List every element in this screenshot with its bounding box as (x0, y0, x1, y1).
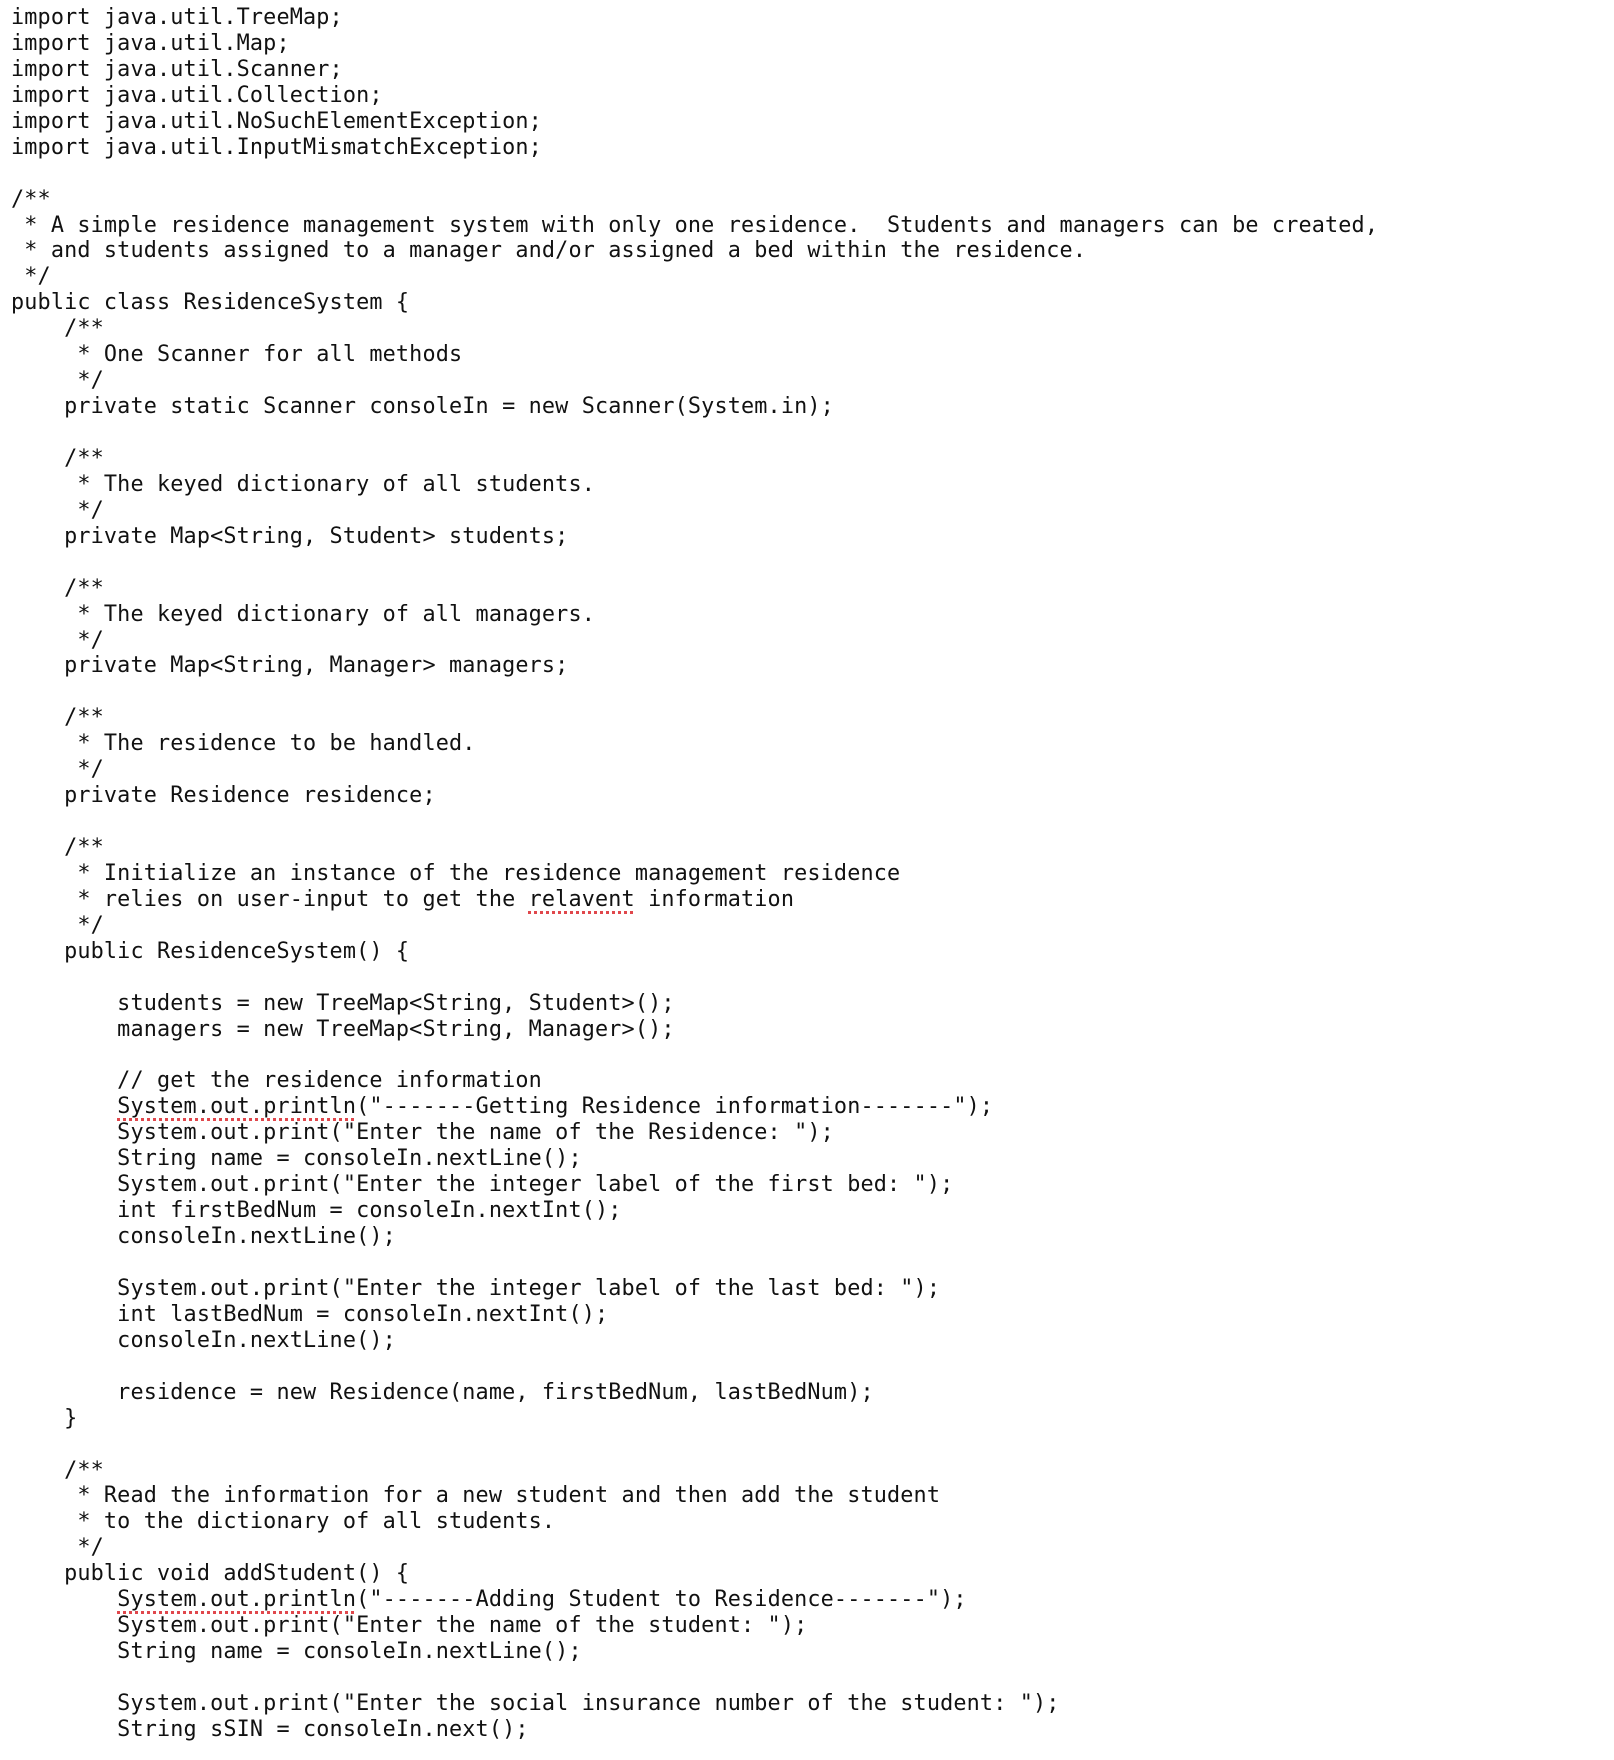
code-text: */ (11, 912, 104, 938)
code-text: information (634, 886, 795, 912)
code-line (11, 835, 1614, 861)
code-line (11, 420, 1614, 446)
code-text: * to the dictionary of all students. (11, 1509, 556, 1535)
code-line (11, 1276, 1614, 1302)
code-text (11, 1094, 117, 1119)
code-line (11, 264, 1614, 290)
code-line (11, 731, 1614, 757)
code-editor[interactable] (11, 5, 1614, 1760)
code-line (11, 653, 1614, 679)
code-line (11, 498, 1614, 524)
code-line (11, 1717, 1614, 1743)
code-line (11, 524, 1614, 550)
code-text: System.out.print("Enter the name of the student: "); (11, 1613, 808, 1639)
code-line (11, 5, 1614, 31)
code-text: import java.util.InputMismatchException; (11, 134, 542, 160)
code-line (11, 602, 1614, 628)
code-line (11, 1068, 1614, 1094)
code-line (11, 550, 1614, 576)
code-text: * The keyed dictionary of all students. (11, 471, 596, 497)
code-line (11, 1224, 1614, 1250)
code-text: consoleIn.nextLine(); (11, 1327, 396, 1353)
code-text: System.out.print("Enter the name of the Residence: "); (11, 1120, 834, 1146)
code-line (11, 1172, 1614, 1198)
code-text: managers = new TreeMap<String, Manager>(); (11, 1016, 675, 1042)
code-line (11, 1613, 1614, 1639)
code-text: String sSIN = consoleIn.next(); (11, 1716, 529, 1742)
code-text: */ (11, 757, 104, 783)
code-line (11, 1043, 1614, 1069)
code-text: * The residence to be handled. (11, 731, 476, 757)
code-text: private Map<String, Student> students; (11, 523, 569, 549)
code-line (11, 1509, 1614, 1535)
spellcheck-flagged-word[interactable]: System.out.println (117, 1587, 357, 1613)
code-line (11, 1406, 1614, 1432)
code-line (11, 394, 1614, 420)
code-line (11, 238, 1614, 264)
code-line (11, 965, 1614, 991)
code-line (11, 1017, 1614, 1043)
code-text: /** (11, 186, 51, 212)
code-line (11, 861, 1614, 887)
code-text: * and students assigned to a manager and/or assigned a bed within the residence. (11, 238, 1087, 264)
code-line (11, 31, 1614, 57)
code-line (11, 1354, 1614, 1380)
code-text: private static Scanner consoleIn = new Scanner(System.in); (11, 394, 834, 420)
code-line (11, 1120, 1614, 1146)
code-line (11, 576, 1614, 602)
code-text: * Initialize an instance of the residence management residence (11, 860, 901, 886)
code-text: import java.util.TreeMap; (11, 5, 343, 30)
code-text: import java.util.Map; (11, 30, 290, 56)
code-text: */ (11, 497, 104, 523)
code-text: consoleIn.nextLine(); (11, 1224, 396, 1250)
code-text: students = new TreeMap<String, Student>(); (11, 990, 675, 1016)
code-line (11, 1302, 1614, 1328)
code-text (11, 1587, 117, 1612)
code-text: * One Scanner for all methods (11, 342, 463, 368)
code-line (11, 342, 1614, 368)
code-text: /** (11, 1457, 104, 1483)
code-line (11, 939, 1614, 965)
code-line (11, 705, 1614, 731)
code-line (11, 913, 1614, 939)
code-line (11, 679, 1614, 705)
code-line (11, 1483, 1614, 1509)
code-text: residence = new Residence(name, firstBedNum, lastBedNum); (11, 1379, 874, 1405)
code-text: String name = consoleIn.nextLine(); (11, 1146, 582, 1172)
code-text: /** (11, 705, 104, 731)
code-text: System.out.print("Enter the integer label of the first bed: "); (11, 1172, 954, 1198)
code-line (11, 1691, 1614, 1717)
code-line (11, 57, 1614, 83)
code-line (11, 187, 1614, 213)
code-line (11, 1380, 1614, 1406)
code-line (11, 1146, 1614, 1172)
code-text: * A simple residence management system with only one residence. Students and managers can be created, (11, 212, 1379, 238)
code-line (11, 1561, 1614, 1587)
spellcheck-flagged-word[interactable]: System.out.println (117, 1094, 357, 1120)
spellcheck-flagged-word[interactable]: relavent (528, 886, 635, 912)
code-text: import java.util.NoSuchElementException; (11, 108, 542, 134)
code-text: import java.util.Collection; (11, 82, 383, 108)
code-line (11, 83, 1614, 109)
code-line (11, 1328, 1614, 1354)
code-text: public class ResidenceSystem { (11, 290, 410, 316)
code-text: public ResidenceSystem() { (11, 938, 410, 964)
code-line (11, 1587, 1614, 1613)
code-line (11, 991, 1614, 1017)
code-line (11, 290, 1614, 316)
code-text: int firstBedNum = consoleIn.nextInt(); (11, 1198, 622, 1224)
code-text: public void addStudent() { (11, 1561, 410, 1587)
code-text: ("-------Getting Residence information-------"); (356, 1094, 994, 1120)
code-text: private Map<String, Manager> managers; (11, 653, 569, 679)
code-line (11, 809, 1614, 835)
code-text: System.out.print("Enter the social insurance number of the student: "); (11, 1690, 1060, 1716)
code-text: private Residence residence; (11, 783, 436, 809)
code-line (11, 1665, 1614, 1691)
code-line (11, 887, 1614, 913)
code-text: */ (11, 264, 51, 290)
code-text: */ (11, 1535, 104, 1561)
code-text: /** (11, 835, 104, 860)
code-line (11, 1250, 1614, 1276)
code-line (11, 757, 1614, 783)
code-text: ("-------Adding Student to Residence-------"); (356, 1587, 967, 1613)
code-line (11, 316, 1614, 342)
code-line (11, 1639, 1614, 1665)
code-text: } (11, 1405, 78, 1431)
code-text: * Read the information for a new student and then add the student (11, 1483, 941, 1509)
code-line (11, 1535, 1614, 1561)
code-line (11, 161, 1614, 187)
code-line (11, 472, 1614, 498)
code-text: * The keyed dictionary of all managers. (11, 601, 596, 627)
code-text: /** (11, 316, 104, 342)
code-line (11, 109, 1614, 135)
code-text: * relies on user-input to get the (11, 886, 529, 912)
code-text: import java.util.Scanner; (11, 56, 343, 82)
code-text: int lastBedNum = consoleIn.nextInt(); (11, 1301, 609, 1327)
code-line (11, 1458, 1614, 1484)
code-text: /** (11, 445, 104, 471)
code-text: */ (11, 627, 104, 653)
code-text: // get the residence information (11, 1068, 542, 1094)
code-line (11, 135, 1614, 161)
code-line (11, 446, 1614, 472)
code-line (11, 368, 1614, 394)
code-line (11, 1198, 1614, 1224)
code-text: String name = consoleIn.nextLine(); (11, 1639, 582, 1665)
code-text: System.out.print("Enter the integer label of the last bed: "); (11, 1275, 941, 1301)
code-text: /** (11, 575, 104, 601)
code-line (11, 628, 1614, 654)
code-line (11, 213, 1614, 239)
code-text: */ (11, 368, 104, 394)
code-line (11, 1432, 1614, 1458)
code-line (11, 783, 1614, 809)
code-line (11, 1094, 1614, 1120)
